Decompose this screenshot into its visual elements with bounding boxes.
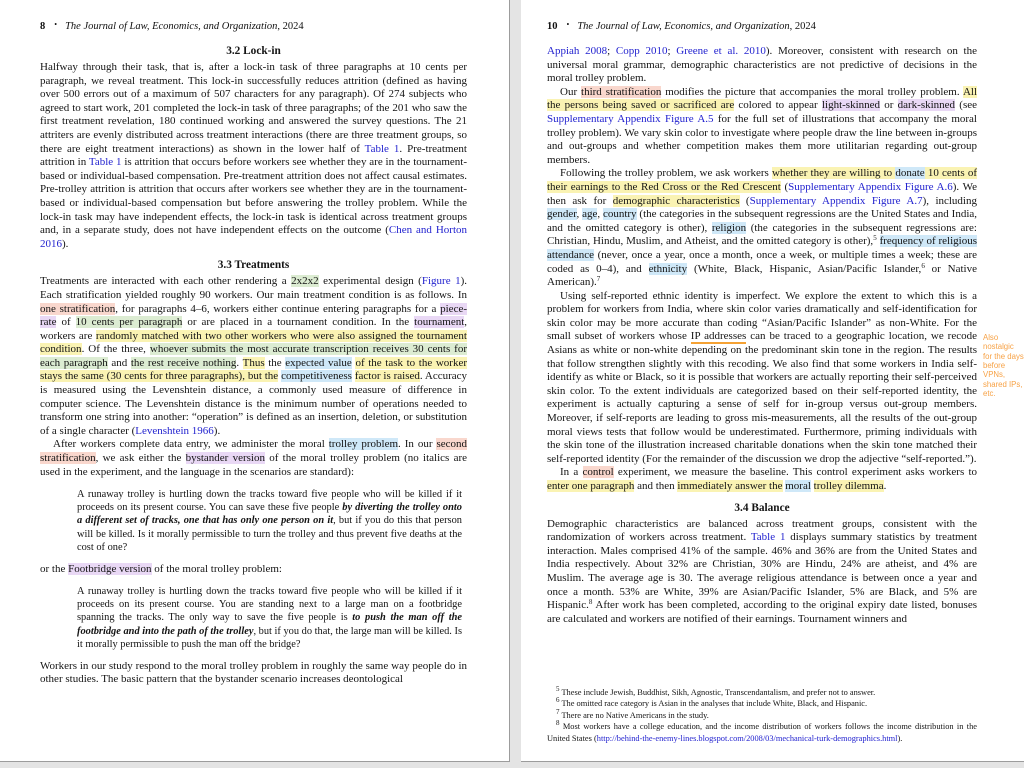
footnote-marker: 5	[873, 234, 877, 243]
text-segment: and	[107, 356, 131, 369]
text-segment: ).	[62, 237, 69, 250]
text-segment: These include Jewish, Buddhist, Sikh, Agnostic, Transcendantalism, and prefer not to answer.	[559, 687, 876, 697]
text-segment: .	[236, 356, 243, 369]
page-number: 8	[40, 21, 46, 32]
text-segment: ). Moreover, consistent with research on the universal moral grammar, demographic characteristics are not predictive of decisions in the moral trolley problem.	[547, 45, 977, 85]
footnote-marker: 8	[588, 598, 593, 607]
paragraph	[547, 45, 977, 86]
highlighted-text: third stratification	[581, 85, 662, 98]
journal-title: The Journal of Law, Economics, and Organization	[65, 21, 278, 32]
text-segment: the	[264, 356, 286, 369]
text-segment: (see	[955, 99, 977, 112]
text-segment: colored to appear	[734, 99, 822, 112]
paragraph	[40, 660, 467, 687]
highlighted-text: 10 cents per paragraph	[75, 316, 183, 329]
text-segment: . In our	[398, 438, 437, 451]
text-segment: (never, once a year, once a month, once a week, or multiple times a week; these are coded as 0–4), and	[547, 248, 977, 275]
page-header	[547, 20, 977, 32]
text-segment: After work has been completed, according to the original expiry date listed, bonuses are calculated and workers are notified of their earnings. Tournament winners and	[547, 599, 977, 625]
annotated-underline-text: IP addresses	[690, 330, 747, 343]
page-header	[40, 20, 467, 32]
highlighted-text: gender	[547, 208, 577, 221]
highlighted-text: trolley dilemma	[813, 480, 884, 492]
footnote-marker: 8	[556, 719, 560, 728]
text-segment: Halfway through their task, that is, after a lock-in task of three paragraphs at 10 cents per paragraph, we reveal treatment. This lock-in successfully reduces attrition (defined as having over 500 errors out of a maximum of 507 characters for any paragraph). Of 274 subjects who agreed to start work, 201 completed the lock-in task of three paragraphs; of the 201 who saw the first treatment revelation, 180 continued working and answered the survey questions. The 21 attriters are evenly distributed across treatment interactions (there are three treatment groups, so there are eight treatment interactions) as shown in the lower half of	[40, 61, 467, 155]
paragraph	[547, 86, 977, 168]
text-segment: Following the trolley problem, we ask workers	[560, 167, 772, 180]
text-segment: ,	[597, 208, 603, 221]
page-number: 10	[547, 21, 558, 32]
highlighted-text: of the task to the worker stays the same (30 cents for three paragraphs), but the	[40, 356, 468, 383]
section-heading: 3.3 Treatments	[217, 259, 290, 272]
highlighted-text: country	[602, 208, 637, 221]
highlighted-text: factor is raised	[354, 370, 420, 383]
text-segment: or the	[40, 562, 69, 575]
highlighted-text: enter one paragraph	[547, 480, 635, 492]
text-segment: Most workers have a college education, and the income distribution of workers follows the income distribution in the United States (	[547, 722, 977, 743]
highlighted-text: dark-skinned	[897, 99, 956, 112]
section-heading: 3.4 Balance	[734, 501, 790, 514]
footnote	[547, 684, 977, 698]
text-segment: Workers in our study respond to the moral trolley problem in roughly the same way people do in other studies. The basic pattern that the bystander scenario increases deontological	[40, 659, 467, 686]
highlighted-text: whether they are willing to	[771, 167, 896, 180]
paragraph	[40, 61, 467, 251]
text-segment: is attrition that occurs before workers see whether they are in the tournament-based or individual-based compensation. Pre-treatment attrition does not affect causal estimates. Pre-trolley attrition is attrition that occurs after workers see whether they are in the tournament-based or individual-based compensation but before answering the trolley problem. While the lock-in task may have independent effects, the lock-in task is identical across treatment groups and, in a separate study, does not have independent effects on the outcome (	[40, 156, 468, 237]
citation-link[interactable]: Supplementary Appendix Figure A.7	[749, 194, 923, 207]
citation-link[interactable]: Chen and Horton 2016	[40, 224, 467, 250]
journal-year: , 2024	[277, 21, 304, 32]
citation-link[interactable]: Supplementary Appendix Figure A.5	[547, 112, 714, 125]
header-bullet-separator: •	[566, 20, 570, 29]
text-segment: , we ask either the	[95, 452, 186, 465]
emphasized-text: by diverting the trolley onto a different set of tracks, one that has only one person on it	[77, 502, 462, 527]
text-segment: (	[739, 194, 750, 207]
page-8	[0, 0, 510, 762]
paragraph	[40, 275, 467, 438]
text-segment: .	[883, 480, 887, 492]
highlighted-text: the rest receive nothing	[130, 356, 237, 369]
highlighted-text: whoever submits the most accurate transcription receives 30 cents for each paragraph	[40, 343, 467, 369]
text-segment: of the moral trolley problem (no italics are used in the experiment, and the language in the scenarios are standard):	[40, 452, 467, 478]
highlighted-text: Thus	[242, 356, 265, 369]
paragraph	[40, 563, 467, 577]
text-segment: The omitted race category is Asian in the analyses that include White, Black, and Hispanic.	[559, 699, 868, 709]
highlighted-text: 2x2x2	[291, 275, 319, 288]
highlighted-text: immediately answer the	[677, 480, 783, 492]
text-segment: Using self-reported ethnic identity is imperfect. We explore the extent to which this is a problem for workers from India, where skin color varies dramatically and self-identification for skin color may be more accurate than coding “Asian/Pacific Islander” as non-White. For the small subset of workers whose	[547, 289, 977, 343]
paragraph	[547, 290, 977, 467]
text-segment: Our	[560, 85, 582, 98]
citation-link[interactable]: Table 1	[750, 531, 786, 544]
text-segment: A runaway trolley is hurtling down the tracks toward five people who will be killed if it proceeds on its present course. You are standing next to a large man on a footbridge spanning the tracks. The only way to save the five people is	[77, 586, 462, 624]
footnote-marker: 6	[556, 696, 560, 705]
highlighted-text: 10 cents of their earnings to the Red Cross or the Red Crescent	[547, 167, 977, 193]
page-10-content	[547, 45, 977, 626]
text-segment: , workers are	[40, 316, 468, 342]
page-8-content	[40, 45, 467, 687]
text-segment: ), including	[922, 194, 977, 207]
highlighted-text: randomly matched with two other workers who were also assigned the tournament condition	[40, 329, 467, 356]
highlighted-text: second stratification	[40, 438, 467, 465]
text-segment: In a	[560, 466, 583, 479]
highlighted-text: competitiveness	[281, 370, 352, 383]
citation-link[interactable]: Appiah 2008	[547, 45, 608, 57]
footnote	[547, 707, 977, 721]
citation-link[interactable]: Greene et al. 2010	[676, 45, 766, 57]
page-10	[521, 0, 1024, 762]
text-segment: , but if you do that, the large man will be killed. Is it morally permissible to push the man off the bridge?	[77, 625, 463, 650]
paragraph	[40, 438, 467, 479]
highlighted-text: one stratification	[40, 302, 116, 315]
highlighted-text: expected value	[285, 356, 352, 369]
text-segment: (the categories in the subsequent regressions are the United States and India, and the omitted category is other),	[547, 208, 978, 234]
highlighted-text: light-skinned	[821, 99, 881, 112]
highlighted-text: age	[582, 208, 598, 221]
section-heading: 3.2 Lock-in	[226, 45, 281, 57]
citation-link[interactable]: http://behind-the-enemy-lines.blogspot.com/2008/03/mechanical-turk-demographics.html	[596, 733, 898, 743]
text-segment: or	[880, 99, 898, 112]
text-segment: , but if you do this that person will be killed. Is it morally permissible to turn the trolley and thus prevent five deaths at the cost of one?	[77, 515, 462, 553]
highlighted-text: frequency of religious attendance	[547, 235, 978, 261]
text-segment: ,	[576, 208, 583, 221]
text-segment: . Of the three,	[81, 343, 150, 356]
text-segment: of	[56, 316, 76, 329]
highlighted-text: moral	[785, 480, 811, 492]
block-quote	[77, 488, 462, 553]
header-bullet-separator: •	[54, 20, 58, 29]
footnote-marker: 6	[921, 261, 925, 270]
citation-link[interactable]: Levenshtein 1966	[135, 424, 214, 437]
text-segment: , for paragraphs 4–6, workers either continue entering paragraphs for a	[115, 302, 441, 315]
text-segment: or are placed in a tournament condition. In the	[182, 316, 415, 329]
emphasized-text: to push the man off the footbridge and into the path of the trolley	[77, 612, 463, 637]
text-segment: ).	[213, 424, 221, 437]
highlighted-text: tournament	[414, 316, 465, 329]
text-segment: and then	[634, 480, 678, 492]
text-segment: There are no Native Americans in the study.	[559, 710, 709, 720]
highlighted-text: demographic characteristics	[612, 194, 740, 207]
text-segment: or Native American).	[547, 262, 977, 289]
paragraph	[547, 466, 977, 493]
footnote-marker: 7	[596, 275, 601, 284]
highlighted-text: ethnicity	[648, 262, 688, 275]
citation-link[interactable]: Figure 1	[421, 275, 461, 288]
text-segment: (White, Black, Hispanic, Asian/Pacific Islander,	[687, 262, 922, 275]
text-segment: ).	[897, 733, 903, 743]
highlighted-text: control	[582, 466, 614, 479]
text-segment: (the categories in the subsequent regressions are: Christian, Hindu, Muslim, and Atheist, and the omitted category is other),	[547, 221, 977, 248]
journal-title: The Journal of Law, Economics, and Organization	[577, 21, 790, 32]
text-segment: ;	[667, 45, 677, 57]
citation-link[interactable]: Copp 2010	[615, 45, 668, 57]
text-segment: ). We then ask for	[547, 180, 977, 207]
footnote	[547, 721, 977, 744]
journal-year: , 2024	[789, 21, 816, 32]
highlighted-text: Footbridge version	[68, 562, 152, 575]
highlighted-text: trolley problem	[328, 438, 399, 451]
footnote-marker: 7	[556, 707, 560, 716]
text-segment: of the moral trolley problem:	[151, 562, 282, 575]
text-segment: Treatments are interacted with each other rendering a	[40, 275, 292, 288]
citation-link[interactable]: Table 1	[88, 156, 122, 169]
text-segment: experiment, we measure the baseline. This control experiment asks workers to	[613, 466, 978, 479]
citation-link[interactable]: Supplementary Appendix Figure A.6	[788, 180, 953, 193]
highlighted-text: religion	[711, 221, 747, 234]
block-quote	[77, 585, 462, 650]
citation-link[interactable]: Table 1	[364, 142, 400, 155]
text-segment: ). Each stratification yielded roughly 90 workers. Our main treatment condition is as follows. In	[40, 275, 467, 301]
text-segment: modifies the picture that accompanies the moral trolley problem.	[661, 85, 963, 98]
footnote	[547, 698, 977, 709]
text-segment: (	[780, 180, 789, 193]
text-segment: ;	[607, 45, 616, 57]
text-segment: Demographic characteristics are balanced across treatment groups, consistent with the randomization of workers across treatment.	[547, 517, 977, 544]
text-segment: can be traced to a geographic location, we recode Asians as white or non-white depending on the predominant skin tone in the region. The results that follow strengthen slightly with this recoding. We also find that some workers in India self-identify as white or Black, so it is possible that workers are actually reporting their self-perceived skin color. To the extent individuals are categorized based on their self-reported identity, the experiment is actually capturing a sense of self for in-group versus out-group members. Moreover, if self-reports are leading to gross mis-measurements, all the results of the out-group moral views tests that follow would be underestimated. Furthermore, priming individuals with the skin tone of the illustration increased charitable donations when the skin tone matched their self-reported identity (For the remainder of the discussion we drop the adjective “self-reported.”).	[547, 330, 977, 465]
highlighted-text: All the persons being saved or sacrificed are	[547, 85, 977, 112]
highlighted-text: bystander version	[185, 452, 265, 465]
text-segment: for the full set of illustrations that accompany the moral trolley problem). We vary skin color to investigate where people draw the line between in-groups and out-groups and whether competition makes them more utilitarian regarding out-group members.	[547, 112, 977, 166]
text-segment: A runaway trolley is hurtling down the tracks toward five people who will be killed if it proceeds on its present course. You can save these five people	[77, 489, 462, 514]
footnotes-section	[547, 684, 977, 744]
margin-annotation-note[interactable]: Also nostalgic for the days before VPNs, shared IPs, etc.	[983, 333, 1024, 399]
text-segment: . Accuracy is measured using the Levenshtein distance, a commonly used measure of difference in computer science. The Levenshtein distance is the minimum number of operations needed to transform one string into another: “operation” is defined as an insertion, deletion, or substitution of a single character (	[40, 370, 468, 437]
highlighted-text: donate	[895, 167, 925, 180]
text-segment: . Pre-treatment attrition in	[40, 142, 467, 169]
footnote-marker: 5	[556, 684, 560, 693]
text-segment: experimental design (	[318, 275, 422, 288]
paragraph	[547, 167, 977, 289]
text-segment: After workers complete data entry, we administer the moral	[53, 438, 329, 451]
paragraph	[547, 518, 977, 627]
text-segment: displays summary statistics by treatment interaction. Males comprised 41% of the sample. 46% and 36% are from the United States and India respectively. About 32% are Christian, 30% are Hindu, 24% are atheist, and 4% are Muslim. The average age is 30. The average religious attendance is between once a year and once a month. 53% are White, 39% are Asian/Pacific Islander, 5% are Black, and 5% are Hispanic.	[547, 531, 977, 612]
highlighted-text: piece-rate	[40, 302, 467, 329]
